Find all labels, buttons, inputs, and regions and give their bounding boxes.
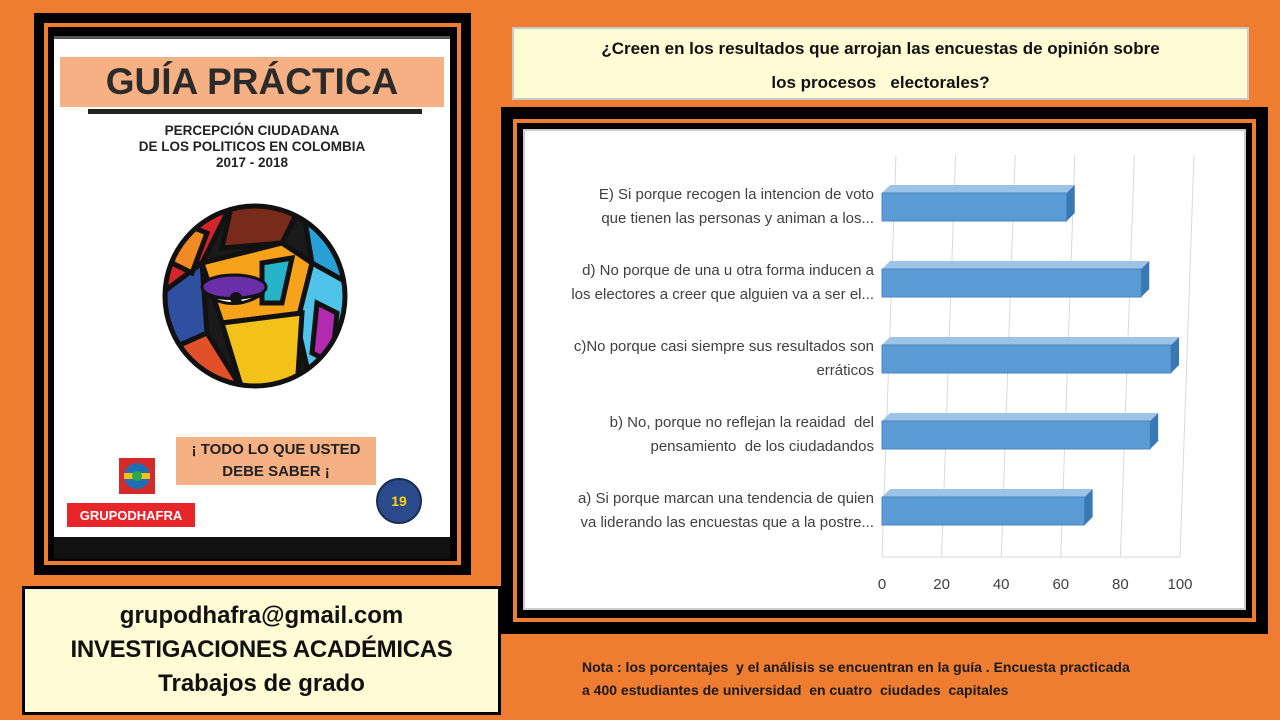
bar: [882, 269, 1141, 297]
x-tick-label: 40: [992, 576, 1010, 593]
x-tick-label: 80: [1112, 576, 1129, 593]
category-label: pensamiento de los ciudadandos: [650, 438, 874, 455]
x-tick-label: 100: [1167, 576, 1193, 593]
bar-chart: [525, 131, 1244, 608]
book-cover: [54, 36, 450, 559]
survey-question: [512, 27, 1249, 100]
category-label: los electores a creer que alguien va a ser el...: [571, 286, 874, 303]
category-label: d) No porque de una u otra forma inducen a: [582, 262, 874, 279]
cover-bottom-band: [54, 537, 450, 559]
chart-panel: [523, 129, 1246, 610]
category-label: va liderando las encuestas que a la postre...: [580, 514, 874, 531]
survey-note-line: a 400 estudiantes de universidad en cuatro ciudades capitales: [582, 682, 1009, 698]
grupodhafra-logo-icon: [118, 457, 156, 495]
bar: [882, 421, 1150, 449]
contact-tagline: Trabajos de grado: [158, 670, 365, 697]
cover-tagline-line: ¡ TODO LO QUE USTED: [191, 441, 361, 458]
bar-top-face: [882, 261, 1149, 269]
contact-services: INVESTIGACIONES ACADÉMICAS: [70, 636, 453, 663]
cover-subtitle: [54, 123, 450, 171]
cover-title-rule: [88, 109, 422, 114]
x-tick-label: 0: [877, 576, 887, 593]
category-label: E) Si porque recogen la intencion de voto: [598, 186, 874, 203]
x-tick-label: 20: [933, 576, 950, 593]
bar-top-face: [882, 337, 1179, 345]
category-label: b) No, porque no reflejan la reaidad del: [609, 414, 874, 431]
cover-tagline-line: DEBE SABER ¡: [222, 463, 330, 480]
category-label: erráticos: [816, 362, 874, 379]
bar: [882, 497, 1085, 525]
cover-subtitle-line: 2017 - 2018: [215, 155, 289, 170]
category-label: que tienen las personas y animan a los...: [601, 210, 874, 227]
cover-subtitle-line: DE LOS POLITICOS EN COLOMBIA: [138, 139, 366, 154]
survey-note-line: Nota : los porcentajes y el análisis se encuentran en la guía . Encuesta practicada: [582, 659, 1130, 675]
category-label: c)No porque casi siempre sus resultados son: [573, 338, 874, 355]
publisher-label: GRUPODHAFRA: [66, 502, 196, 528]
gridline: [1180, 155, 1194, 557]
bar-top-face: [882, 185, 1075, 193]
stained-glass-face-illustration: [162, 203, 348, 389]
bar: [882, 193, 1067, 221]
survey-question-line: ¿Creen en los resultados que arrojan las encuestas de opinión sobre: [601, 39, 1160, 58]
bar-top-face: [882, 413, 1158, 421]
bar: [882, 345, 1171, 373]
contact-box: [22, 586, 501, 715]
survey-note: [582, 656, 1262, 702]
contact-email: grupodhafra@gmail.com: [119, 602, 404, 629]
category-label: a) Si porque marcan una tendencia de quien: [577, 490, 874, 507]
page-number-badge: 19: [376, 478, 422, 524]
cover-title: GUÍA PRÁCTICA: [60, 57, 444, 107]
survey-question-line: los procesos electorales?: [771, 73, 990, 92]
cover-subtitle-line: PERCEPCIÓN CIUDADANA: [164, 123, 340, 138]
bar-top-face: [882, 489, 1093, 497]
x-tick-label: 60: [1052, 576, 1070, 593]
cover-tagline: [176, 437, 376, 485]
